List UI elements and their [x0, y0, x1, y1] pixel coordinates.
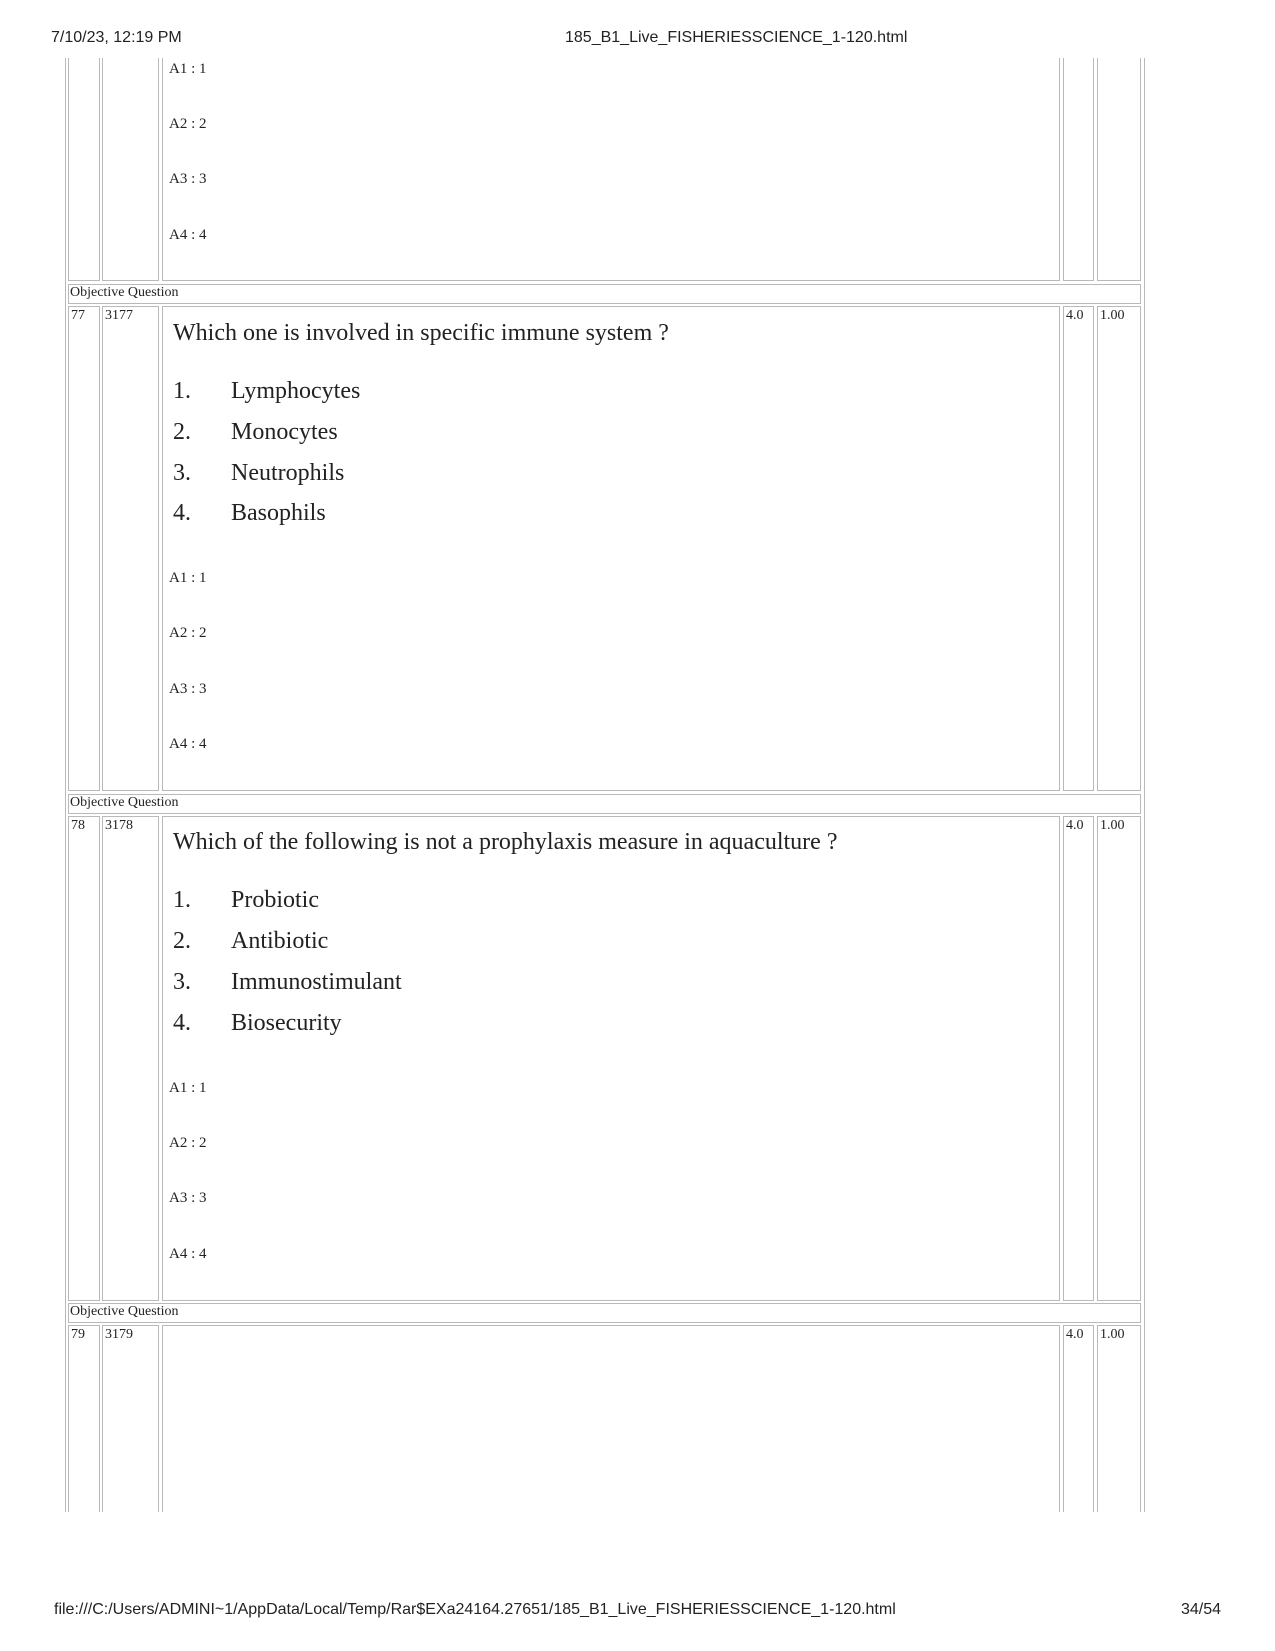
question-type-row — [68, 794, 1141, 814]
negative-marks-cell — [1097, 306, 1141, 791]
question-serial-number: 77 — [71, 308, 85, 323]
sno-cell — [68, 306, 100, 791]
answer-option: A4 : 4 — [169, 736, 207, 752]
answer-option: A3 : 3 — [169, 171, 207, 187]
option-text: Biosecurity — [231, 1010, 342, 1036]
question-text: Which one is involved in specific immune system ? — [173, 320, 669, 346]
option-number: 4. — [173, 500, 191, 526]
negative-marks-value: 1.00 — [1100, 818, 1125, 833]
question-text: Which of the following is not a prophylaxis measure in aquaculture ? — [173, 829, 838, 855]
answer-option: A2 : 2 — [169, 625, 207, 641]
answer-option: A2 : 2 — [169, 1135, 207, 1151]
option-text: Monocytes — [231, 419, 338, 445]
answer-option: A3 : 3 — [169, 681, 207, 697]
negative-marks-value: 1.00 — [1100, 1327, 1125, 1342]
sno-cell — [68, 1325, 100, 1512]
answer-option: A3 : 3 — [169, 1190, 207, 1206]
option-number: 3. — [173, 460, 191, 486]
question-type-row — [68, 1303, 1141, 1323]
print-header-title: 185_B1_Live_FISHERIESSCIENCE_1-120.html — [565, 29, 908, 46]
qid-cell — [102, 306, 159, 791]
option-text: Probiotic — [231, 887, 319, 913]
marks-cell — [1063, 816, 1094, 1301]
answer-option: A1 : 1 — [169, 570, 207, 586]
answer-option: A4 : 4 — [169, 227, 207, 243]
question-type-label: Objective Question — [70, 1304, 179, 1319]
question-type-label: Objective Question — [70, 285, 179, 300]
negative-marks-value: 1.00 — [1100, 308, 1125, 323]
question-serial-number: 79 — [71, 1327, 85, 1342]
answer-option: A2 : 2 — [169, 116, 207, 132]
marks-value: 4.0 — [1066, 308, 1084, 323]
option-number: 4. — [173, 1010, 191, 1036]
negative-marks-cell — [1097, 58, 1141, 281]
negative-marks-cell — [1097, 1325, 1141, 1512]
print-footer-page-number: 34/54 — [1181, 1601, 1222, 1618]
print-header-datetime: 7/10/23, 12:19 PM — [51, 29, 182, 46]
option-number: 2. — [173, 419, 191, 445]
answer-option: A1 : 1 — [169, 1080, 207, 1096]
sno-cell — [68, 816, 100, 1301]
print-footer-url: file:///C:/Users/ADMINI~1/AppData/Local/Temp/Rar$EXa24164.27651/185_B1_Live_FISHERIESSCIENCE_1-120.html — [54, 1601, 896, 1618]
question-type-row — [68, 284, 1141, 304]
question-body-cell — [162, 1325, 1060, 1512]
sno-cell — [68, 58, 100, 281]
option-text: Immunostimulant — [231, 969, 402, 995]
option-number: 3. — [173, 969, 191, 995]
question-serial-number: 78 — [71, 818, 85, 833]
marks-value: 4.0 — [1066, 818, 1084, 833]
option-number: 1. — [173, 378, 191, 404]
qid-cell — [102, 58, 159, 281]
option-text: Neutrophils — [231, 460, 345, 486]
option-number: 1. — [173, 887, 191, 913]
marks-cell — [1063, 306, 1094, 791]
question-type-label: Objective Question — [70, 795, 179, 810]
option-text: Antibiotic — [231, 928, 329, 954]
question-id: 3179 — [105, 1327, 133, 1342]
question-body-cell — [162, 58, 1060, 281]
marks-cell — [1063, 58, 1094, 281]
question-id: 3177 — [105, 308, 133, 323]
qid-cell — [102, 816, 159, 1301]
answer-option: A1 : 1 — [169, 61, 207, 77]
answer-option: A4 : 4 — [169, 1246, 207, 1262]
option-text: Lymphocytes — [231, 378, 361, 404]
question-id: 3178 — [105, 818, 133, 833]
qid-cell — [102, 1325, 159, 1512]
marks-value: 4.0 — [1066, 1327, 1084, 1342]
negative-marks-cell — [1097, 816, 1141, 1301]
option-text: Basophils — [231, 500, 326, 526]
option-number: 2. — [173, 928, 191, 954]
marks-cell — [1063, 1325, 1094, 1512]
